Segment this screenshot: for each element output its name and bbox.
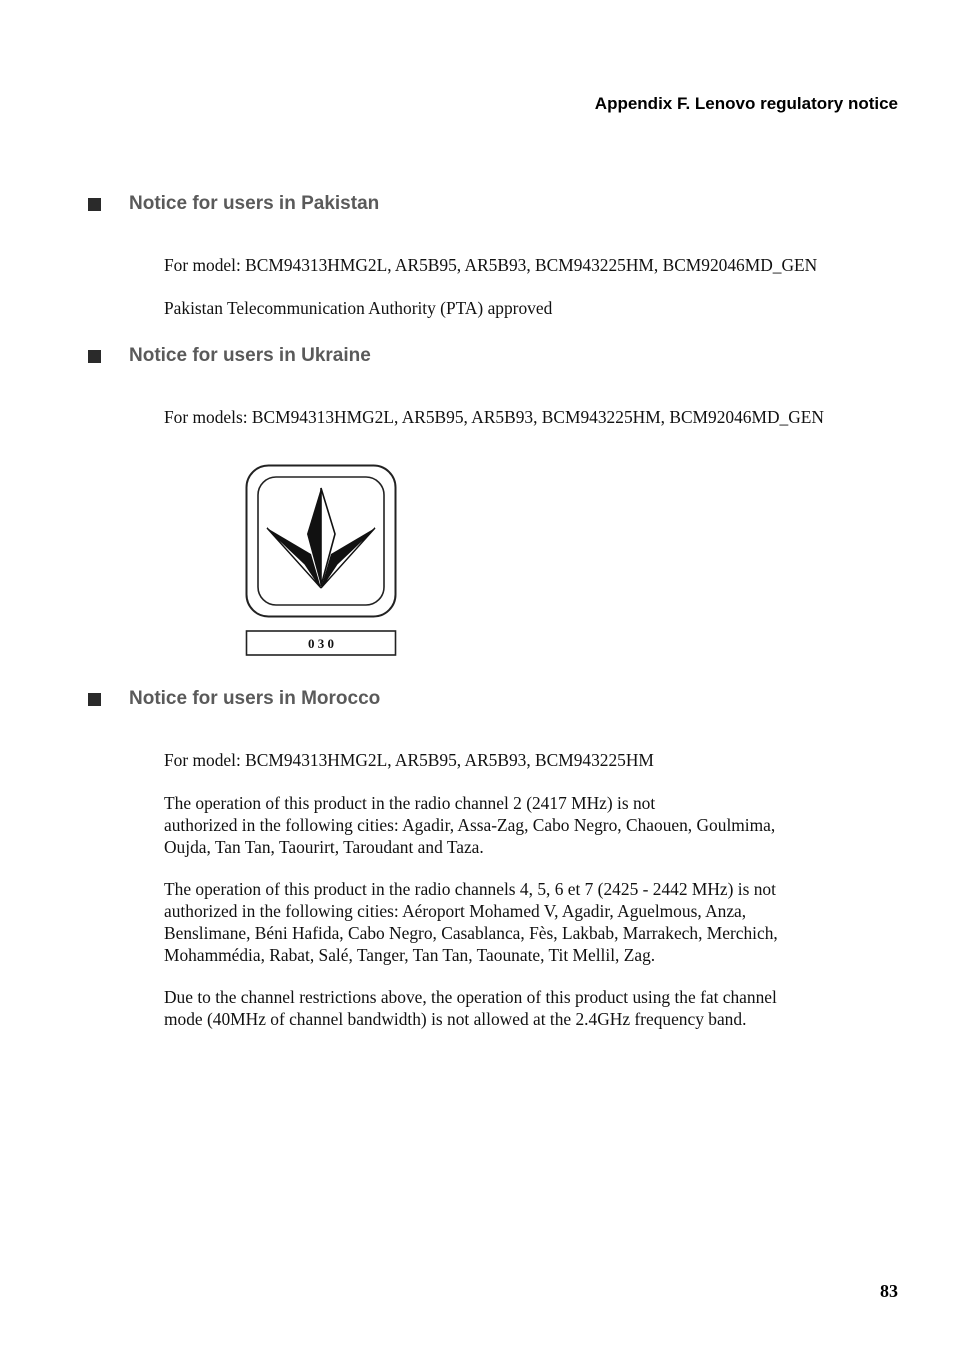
ukraine-certification-mark [245, 464, 397, 658]
pakistan-models: For model: BCM94313HMG2L, AR5B95, AR5B93, BCM943225HM, BCM92046MD_GEN [164, 255, 818, 275]
morocco-paragraph-3: Due to the channel restrictions above, the operation of this product using the fat channel mode (40MHz of channel bandwidth) is not allowed at the 2.4GHz frequency band. [164, 987, 777, 1029]
square-bullet-icon [88, 350, 101, 363]
morocco-models: For model: BCM94313HMG2L, AR5B95, AR5B93, BCM943225HM [164, 750, 654, 770]
section-heading-text: Notice for users in Morocco [129, 688, 381, 709]
page-number: 83 [880, 1281, 898, 1301]
square-bullet-icon [88, 198, 101, 211]
square-bullet-icon [88, 693, 101, 706]
pakistan-approval: Pakistan Telecommunication Authority (PTA) approved [164, 298, 553, 318]
section-heading-text: Notice for users in Pakistan [129, 193, 380, 214]
mark-code: 0 3 0 [308, 636, 334, 651]
running-header: Appendix F. Lenovo regulatory notice [594, 94, 898, 113]
ukraine-models: For models: BCM94313HMG2L, AR5B95, AR5B93, BCM943225HM, BCM92046MD_GEN [164, 407, 824, 427]
section-heading-ukraine [88, 345, 371, 367]
ukrsepro-mark-icon [245, 464, 397, 658]
section-heading-text: Notice for users in Ukraine [129, 345, 371, 366]
section-heading-morocco [88, 688, 380, 710]
section-heading-pakistan [88, 193, 379, 215]
morocco-paragraph-1: The operation of this product in the radio channel 2 (2417 MHz) is not authorized in the following cities: Agadir, Assa-Zag, Cabo Negro, Chaouen, Goulmima, Oujda, Tan Tan, Taourirt, Taroudant and Taza. [164, 793, 776, 857]
morocco-paragraph-2: The operation of this product in the radio channels 4, 5, 6 et 7 (2425 - 2442 MHz) is not authorized in the following cities: Aéroport Mohamed V, Agadir, Aguelmous, Anza, Benslimane, Béni Hafida, Cabo Negro, Casablanca, Fès, Lakbab, Marrakech, Merchich, Mohammédia, Rabat, Salé, Tanger, Tan Tan, Taounate, Tit Mellil, Zag. [164, 879, 778, 965]
